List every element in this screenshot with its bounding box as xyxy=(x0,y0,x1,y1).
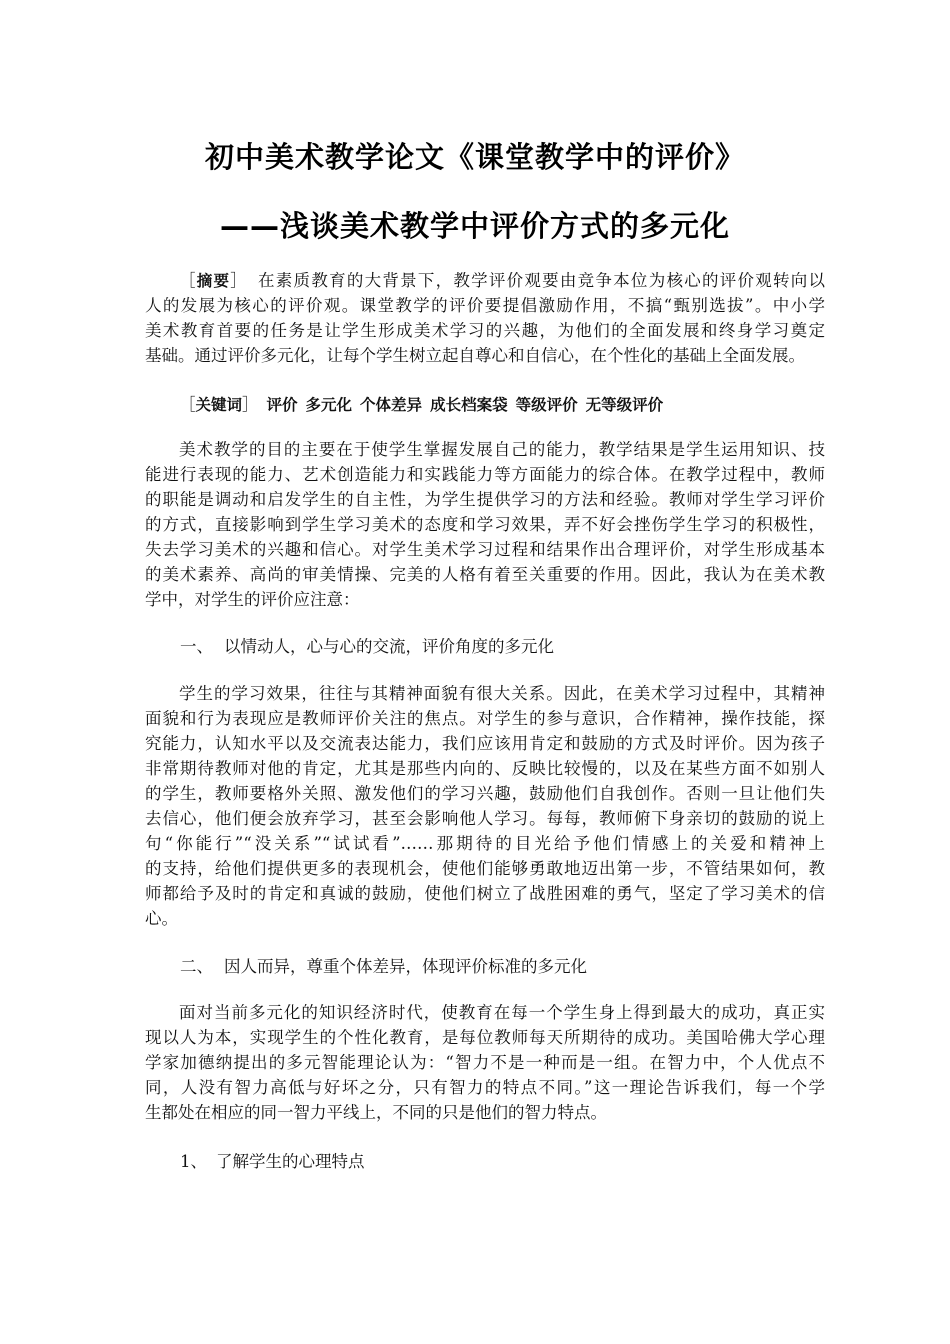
keywords-line xyxy=(145,392,825,417)
section1-line: 面貌和行为表现应是教师评价关注的焦点。对学生的参与意识，合作精神，操作技能，探 xyxy=(145,709,825,728)
abstract-label-close: ］ xyxy=(230,271,249,290)
intro-line: 的美术素养、高尚的审美情操、完美的人格有着至关重要的作用。因此，我认为在美术教 xyxy=(145,565,825,584)
keywords-label: 关键词 xyxy=(195,396,243,414)
keywords-block xyxy=(145,392,825,417)
abstract-text: 在素质教育的大背景下，教学评价观要由竞争本位为核心的评价观转向以 xyxy=(258,271,826,290)
section-heading-text: 以情动人，心与心的交流，评价角度的多元化 xyxy=(224,637,554,656)
abstract-line: 人的发展为核心的评价观。课堂教学的评价要提倡激励作用，不搞“甄别选拔”。中小学 xyxy=(145,296,825,315)
section2-line: 同，人没有智力高低与好坏之分，只有智力的特点不同。”这一理论告诉我们，每一个学 xyxy=(145,1078,825,1097)
section-heading-text: 因人而异，尊重个体差异，体现评价标准的多元化 xyxy=(224,957,587,976)
section1-line: 师都给予及时的肯定和真诚的鼓励，使他们树立了战胜困难的勇气，坚定了学习美术的信 xyxy=(145,884,825,903)
section1-line: 非常期待教师对他的肯定，尤其是那些内向的、反映比较慢的，以及在某些方面不如别人 xyxy=(145,759,825,778)
abstract-line: 基础。通过评价多元化，让每个学生树立起自尊心和自信心，在个性化的基础上全面发展。 xyxy=(145,346,805,365)
abstract-line xyxy=(145,268,825,293)
intro-line: 的方式，直接影响到学生学习美术的态度和学习效果，弄不好会挫伤学生学习的积极性， xyxy=(145,515,825,534)
section-heading-2 xyxy=(180,954,587,979)
section1-line: 去信心，他们便会放弃学习，甚至会影响他人学习。每每，教师俯下身亲切的鼓励的说上 xyxy=(145,809,825,828)
section1-line: 学生的学习效果，往往与其精神面貌有很大关系。因此，在美术学习过程中，其精神 xyxy=(179,684,825,703)
keyword: 无等级评价 xyxy=(585,396,664,414)
section2-line: 学家加德纳提出的多元智能理论认为：“智力不是一种而是一组。在智力中，个人优点不 xyxy=(145,1053,825,1072)
section2-line: 现以人为本，实现学生的个性化教育，是每位教师每天所期待的成功。美国哈佛大学心理 xyxy=(145,1028,825,1047)
keyword: 评价 xyxy=(266,396,298,414)
intro-line: 失去学习美术的兴趣和信心。对学生美术学习过程和结果作出合理评价，对学生形成基本 xyxy=(145,540,825,559)
subsection-heading-1 xyxy=(180,1149,365,1174)
keywords-label-close: ］ xyxy=(242,395,259,414)
section-number: 一、 xyxy=(180,637,213,656)
section2-paragraph xyxy=(145,1000,825,1125)
keywords-label-open: ［ xyxy=(179,395,196,414)
keyword: 个体差异 xyxy=(360,396,423,414)
section1-line: 的学生，教师要格外关照、激发他们的学习兴趣，鼓励他们自我创作。否则一旦让他们失 xyxy=(145,784,825,803)
subsection-number: 1、 xyxy=(180,1152,207,1171)
section1-line: 究能力，认知水平以及交流表达能力，我们应该用肯定和鼓励的方式及时评价。因为孩子 xyxy=(145,734,825,753)
section1-line: 的支持，给他们提供更多的表现机会，使他们能够勇敢地迈出第一步，不管结果如何，教 xyxy=(145,859,825,878)
section2-line: 面对当前多元化的知识经济时代，使教育在每一个学生身上得到最大的成功，真正实 xyxy=(179,1003,825,1022)
section1-line: 心。 xyxy=(145,909,178,928)
intro-paragraph xyxy=(145,437,825,612)
intro-line: 学中，对学生的评价应注意： xyxy=(145,590,360,609)
section-number: 二、 xyxy=(180,957,213,976)
keyword: 等级评价 xyxy=(515,396,578,414)
subsection-heading-text: 了解学生的心理特点 xyxy=(216,1152,365,1171)
keyword: 成长档案袋 xyxy=(430,396,508,414)
abstract-block xyxy=(145,268,825,368)
keyword: 多元化 xyxy=(305,396,353,414)
abstract-label: 摘要 xyxy=(196,272,231,290)
page-title: 初中美术教学论文《课堂教学中的评价》 xyxy=(204,140,745,174)
page-subtitle: ——浅谈美术教学中评价方式的多元化 xyxy=(219,209,730,243)
intro-line: 能进行表现的能力、艺术创造能力和实践能力等方面能力的综合体。在教学过程中，教师 xyxy=(145,465,825,484)
section2-line: 生都处在相应的同一智力平线上，不同的只是他们的智力特点。 xyxy=(145,1103,607,1122)
section1-paragraph xyxy=(145,681,825,931)
section1-line: 句“你能行”“没关系”“试试看”……那期待的目光给予他们情感上的关爱和精神上 xyxy=(145,834,825,853)
intro-line: 的职能是调动和启发学生的自主性，为学生提供学习的方法和经验。教师对学生学习评价 xyxy=(145,490,825,509)
section-heading-1 xyxy=(180,634,554,659)
intro-line: 美术教学的目的主要在于使学生掌握发展自己的能力，教学结果是学生运用知识、技 xyxy=(179,440,825,459)
abstract-label-open: ［ xyxy=(179,271,197,290)
abstract-line: 美术教育首要的任务是让学生形成美术学习的兴趣，为他们的全面发展和终身学习奠定 xyxy=(145,321,825,340)
